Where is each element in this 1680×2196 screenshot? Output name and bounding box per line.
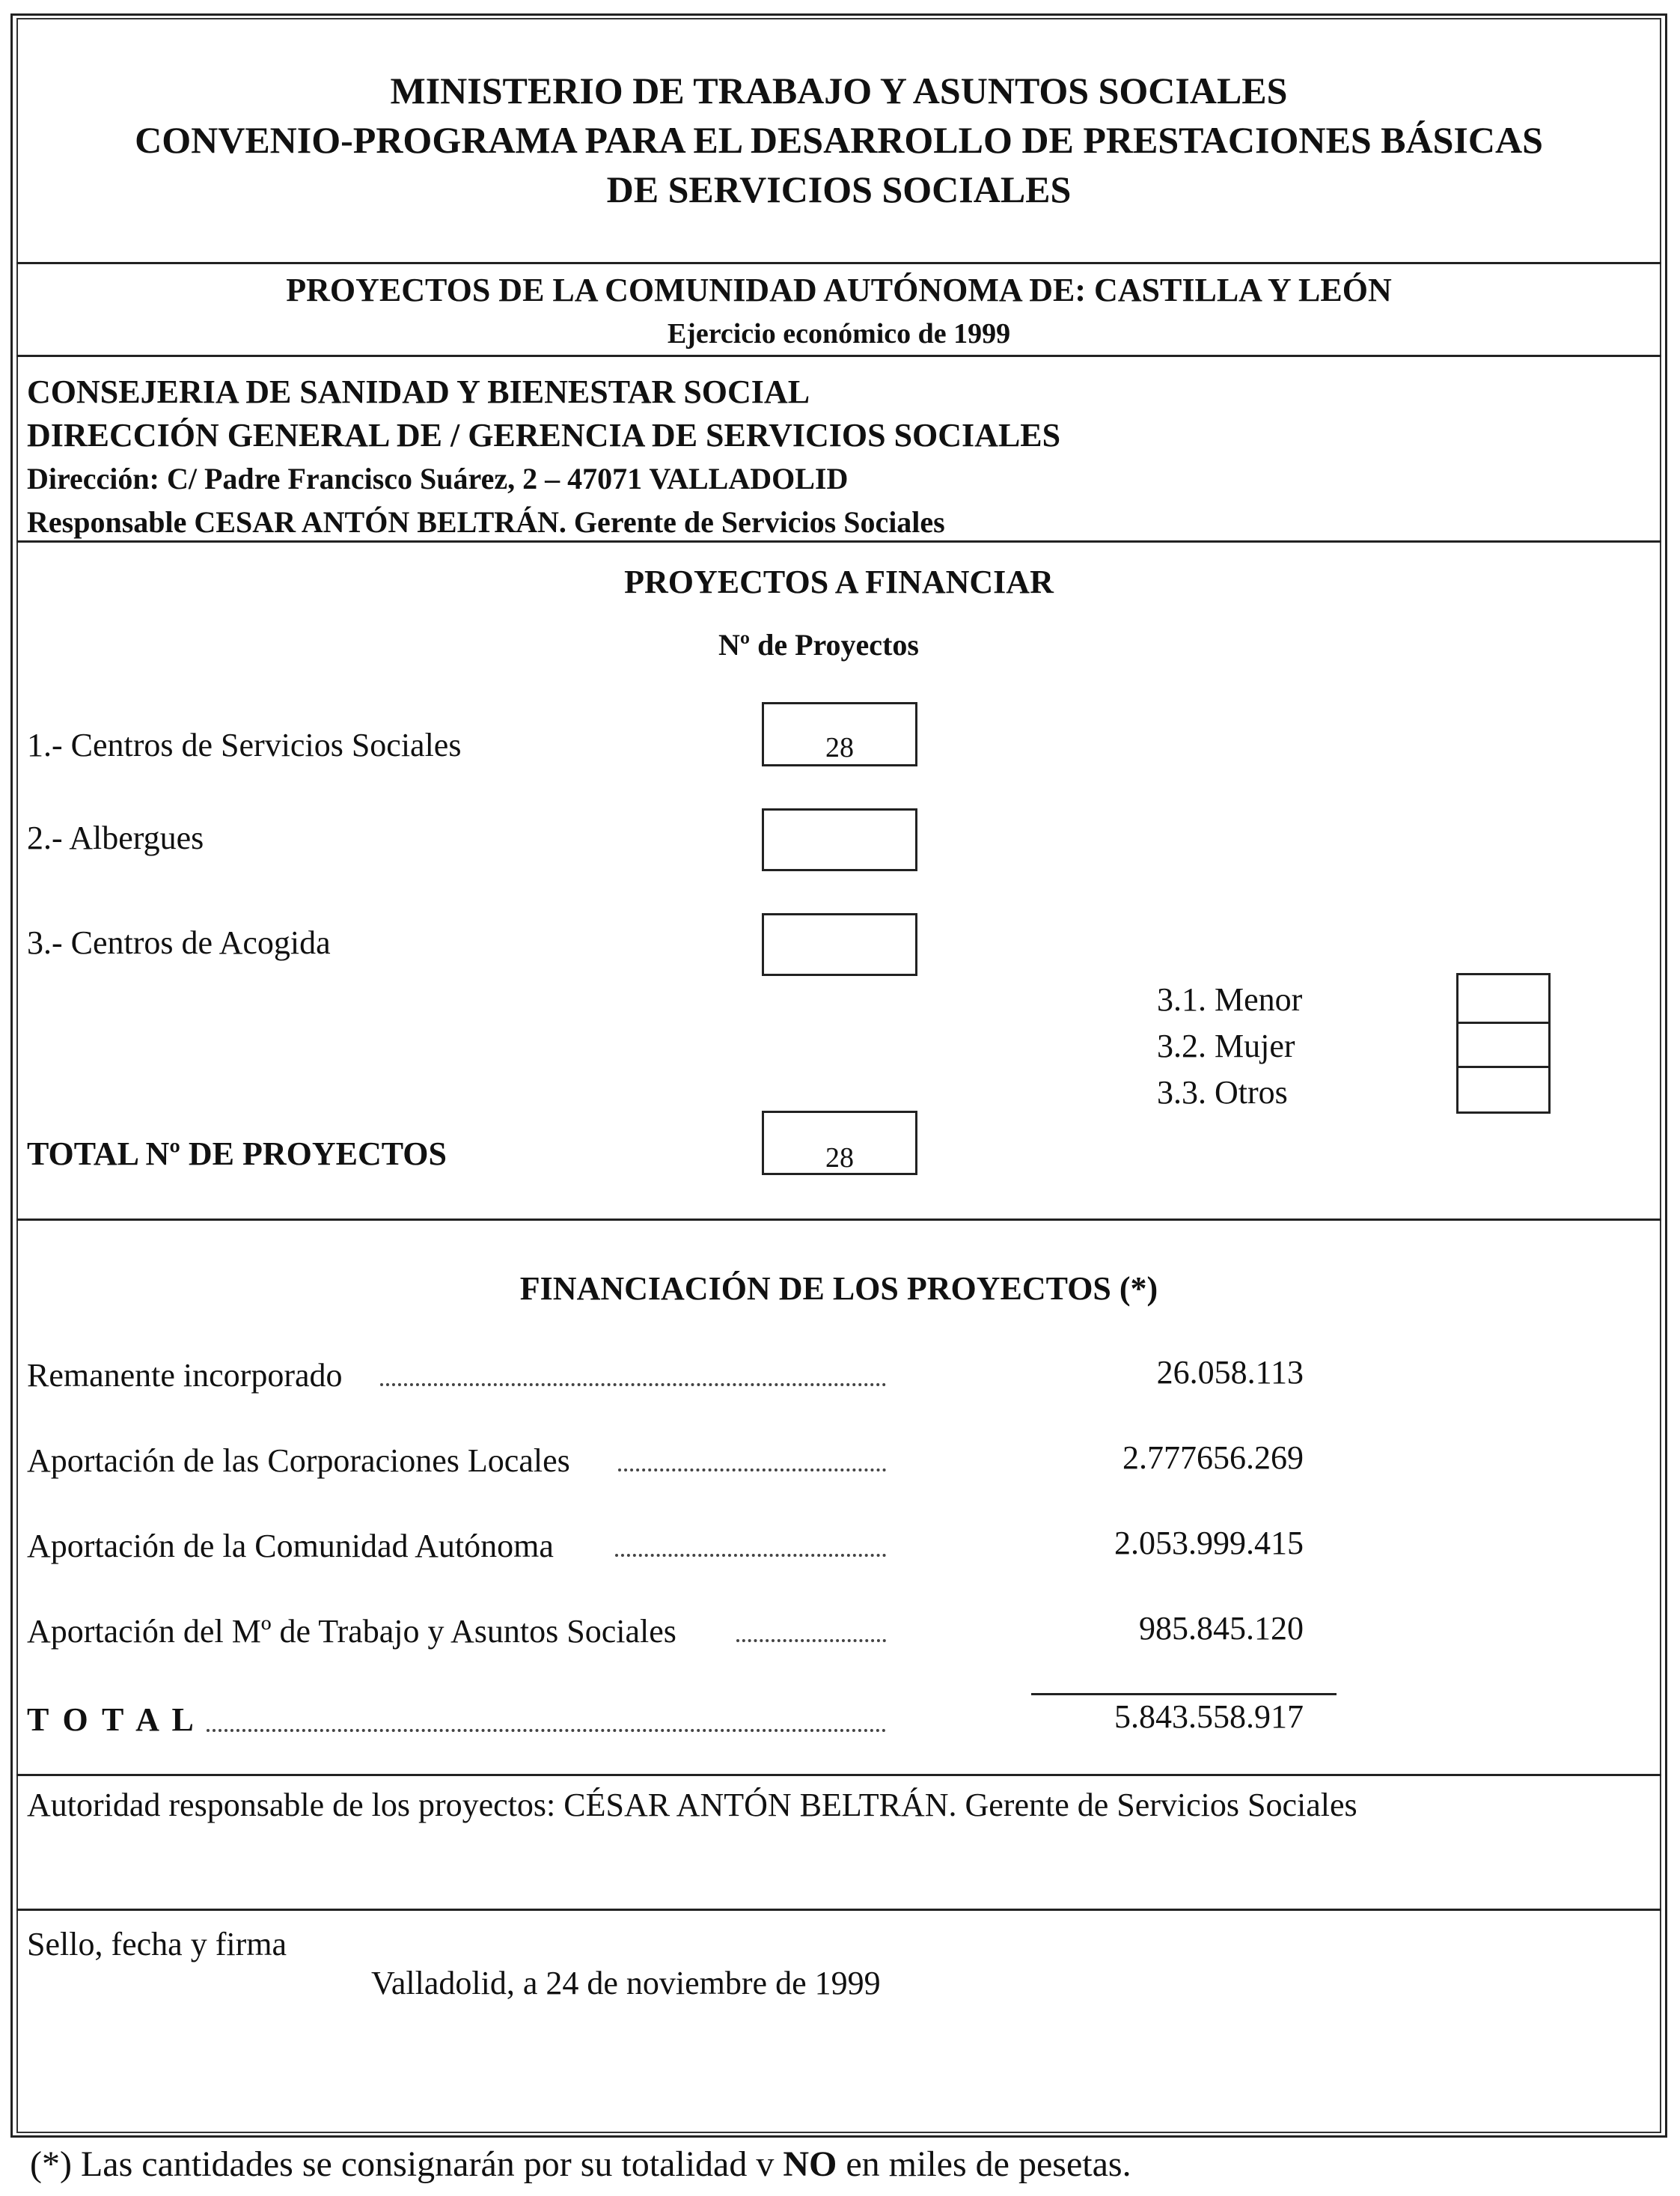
financing-row-label: Aportación de las Corporaciones Locales [27,1442,570,1479]
financing-row-label: Aportación de la Comunidad Autónoma [27,1528,554,1564]
subitem-box [1456,973,1551,1024]
financing-total-label: T O T A L [27,1701,197,1738]
divider [16,540,1661,543]
total-projects-label: TOTAL Nº DE PROYECTOS [27,1135,447,1172]
program-title-cont: DE SERVICIOS SOCIALES [606,168,1072,210]
program-title: CONVENIO-PROGRAMA PARA EL DESARROLLO DE PRESTACIONES BÁSICAS [135,119,1543,161]
financing-total-amount: 5.843.558.917 [1114,1698,1304,1735]
leader-dots [615,1554,886,1557]
financing-row-amount: 26.058.113 [1156,1354,1304,1391]
place-date: Valladolid, a 24 de noviembre de 1999 [371,1965,881,2001]
financing-row-amount: 2.777656.269 [1122,1439,1304,1476]
address: Dirección: C/ Padre Francisco Suárez, 2 – 47071 VALLADOLID [27,462,849,495]
leader-dots [207,1729,886,1732]
projects-count-header: Nº de Proyectos [718,628,919,662]
subitem-label: 3.2. Mujer [1157,1028,1295,1064]
community-title: PROYECTOS DE LA COMUNIDAD AUTÓNOMA DE: CASTILLA Y LEÓN [286,272,1392,308]
project-item-label: 1.- Centros de Servicios Sociales [27,727,462,763]
project-item-count [762,808,917,871]
responsible: Responsable CESAR ANTÓN BELTRÁN. Gerente de Servicios Sociales [27,505,945,539]
divider [16,1219,1661,1221]
direccion-general: DIRECCIÓN GENERAL DE / GERENCIA DE SERVICIOS SOCIALES [27,417,1061,454]
financing-title: FINANCIACIÓN DE LOS PROYECTOS (*) [519,1270,1158,1307]
subitem-label: 3.1. Menor [1157,981,1303,1018]
signature-label: Sello, fecha y firma [27,1926,287,1962]
subitem-label: 3.3. Otros [1157,1074,1288,1111]
footnote-text-end: en miles de pesetas. [837,2144,1131,2184]
divider [16,355,1661,357]
footnote [30,2144,1131,2185]
ministry-title: MINISTERIO DE TRABAJO Y ASUNTOS SOCIALES [390,70,1288,112]
divider [16,1909,1661,1911]
project-item-count: 28 [762,702,917,766]
consejeria: CONSEJERIA DE SANIDAD Y BIENESTAR SOCIAL [27,373,810,410]
project-item-label: 2.- Albergues [27,820,204,856]
sum-line [1031,1693,1337,1695]
financing-row-amount: 985.845.120 [1139,1610,1304,1647]
footnote-emphasis: NO [783,2144,837,2184]
subitem-box [1456,1022,1551,1068]
divider [16,1774,1661,1776]
leader-dots [380,1383,886,1386]
financing-row-amount: 2.053.999.415 [1114,1525,1304,1561]
footnote-text: (*) Las cantidades se consignarán por su totalidad v [30,2144,784,2184]
total-projects-count: 28 [762,1111,917,1175]
project-item-count [762,913,917,976]
leader-dots [618,1468,886,1471]
divider [16,262,1661,264]
project-item-label: 3.- Centros de Acogida [27,924,331,961]
leader-dots [736,1639,886,1642]
subitem-box [1456,1066,1551,1114]
projects-title: PROYECTOS A FINANCIAR [624,564,1054,600]
fiscal-year: Ejercicio económico de 1999 [667,318,1011,350]
responsible-authority: Autoridad responsable de los proyectos: CÉSAR ANTÓN BELTRÁN. Gerente de Servicios Sociales [27,1787,1357,1823]
financing-row-label: Aportación del Mº de Trabajo y Asuntos Sociales [27,1613,676,1650]
financing-row-label: Remanente incorporado [27,1357,343,1394]
